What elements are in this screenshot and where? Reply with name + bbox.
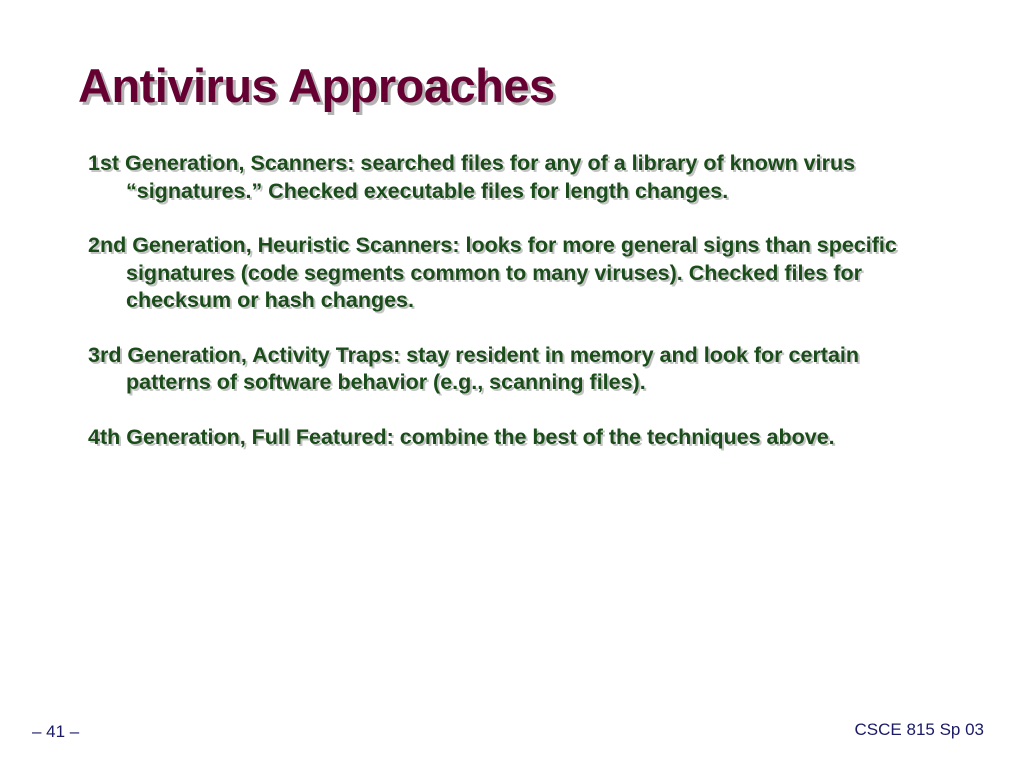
course-label: CSCE 815 Sp 03: [854, 720, 984, 739]
slide-title: Antivirus Approaches: [78, 59, 555, 112]
bullet-item: 1st Generation, Scanners: searched files for any of a library of known virus “signatures.” Checked executable files for length changes.: [88, 151, 856, 203]
bullet-item: 2nd Generation, Heuristic Scanners: looks for more general signs than specific signatures (code segments common to many viruses). Checked files for checksum or hash changes.: [88, 233, 897, 312]
bullet-list: [88, 150, 948, 478]
bullet-item: 4th Generation, Full Featured: combine the best of the techniques above.: [88, 424, 835, 449]
page-number: – 41 –: [32, 722, 80, 741]
bullet-item: 3rd Generation, Activity Traps: stay resident in memory and look for certain patterns of software behavior (e.g., scanning files).: [88, 342, 860, 394]
